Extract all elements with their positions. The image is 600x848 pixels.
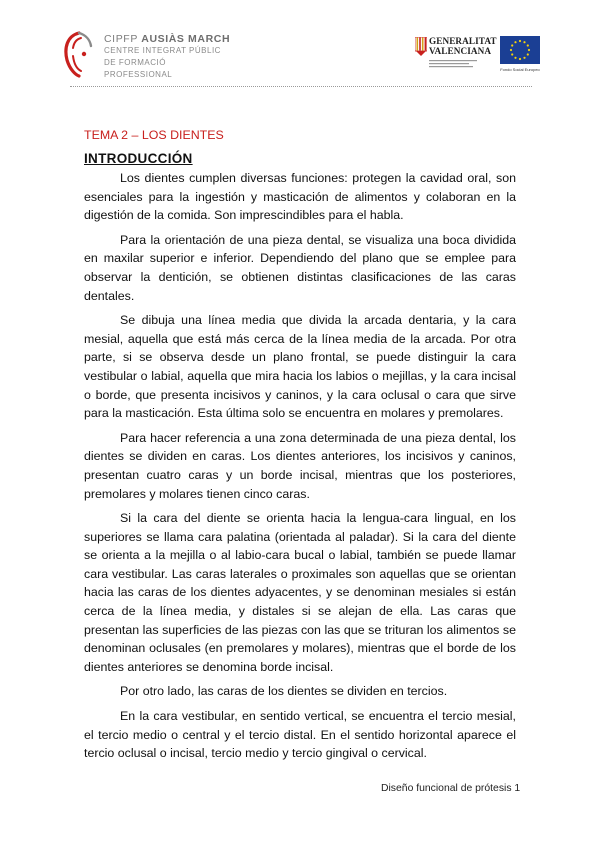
eu-flag-icon [500, 36, 540, 64]
institution-logo [62, 30, 232, 80]
page-header [0, 0, 600, 90]
institution-name: CIPFP AUSIÀS MARCH CENTRE INTEGRAT PÚBLIC DE FORMACIÓ PROFESSIONAL [104, 33, 231, 79]
paragraph: Por otro lado, las caras de los dientes se dividen en tercios. [120, 684, 448, 699]
paragraph: Para hacer referencia a una zona determinada de una pieza dental, los dientes se dividen en caras. Los dientes anteriores, los incisivos y caninos, presentan cuatro caras y un borde incisal, mientras que los posteriores, premolares y molares tienen cinco caras. [84, 430, 516, 501]
topic-title: TEMA 2 – LOS DIENTES [84, 128, 224, 142]
eu-logo [500, 36, 540, 80]
paragraph: En la cara vestibular, en sentido vertical, se encuentra el tercio mesial, el tercio medio o central y el tercio distal. En el sentido horizontal aparece el tercio oclusal o incisal, tercio medio y tercio gingival o cervical. [84, 709, 516, 761]
eu-caption: Fondo Social Europeo [500, 67, 540, 72]
cipfp-logo-mark-icon [62, 30, 96, 78]
generalitat-name: GENERALITAT VALENCIANA [429, 36, 497, 56]
header-divider [70, 86, 532, 87]
page-footer: Diseño funcional de prótesis 1 [381, 783, 521, 794]
generalitat-subtext-lines [429, 59, 491, 69]
document-body [84, 126, 516, 763]
generalitat-shield-icon [415, 37, 427, 57]
paragraph: Se dibuja una línea media que divida la arcada dentaria, y la cara mesial, aquella que está más cerca de la línea media de la arcada. Por otra parte, si se observa desde un plano frontal, se puede distinguir la cara vestibular o labial, aquella que mira hacia los labios o mejillas, y la cara incisal o borde, que presenta incisivos y caninos, y la cara oclusal o cara que sirve para la masticación. Esta última solo se encuentra en molares y premolares. [84, 313, 516, 421]
paragraph: Si la cara del diente se orienta hacia la lengua-cara lingual, en los superiores se llama cara palatina (orientada al paladar). Si la cara del diente se orienta a la mejilla o al labio-cara bucal o labial, también se puede llamar cara vestibular. Las caras laterales o proximales son aquellas que se orientan hacia las caras de los dientes adyacentes, y se denominan mesiales si están cerca de la línea media, y distales si se alejan de ella. Las caras que presentan las superficies de las piezas con las que se trituran los alimentos se denominan oclusales (en premolares y molares), mientras que el borde de los dientes anteriores se denomina borde incisal. [84, 511, 516, 674]
section-heading: INTRODUCCIÓN [84, 151, 193, 166]
paragraph: Para la orientación de una pieza dental, se visualiza una boca dividida en maxilar superior e inferior. Dependiendo del plano que se emplee para observar la dentición, se obtienen distintas clasificaciones de las caras dentales. [84, 232, 516, 303]
generalitat-logo [413, 34, 497, 76]
paragraph: Los dientes cumplen diversas funciones: protegen la cavidad oral, son esenciales para la ingestión y masticación de alimentos y colaboran en la digestión de la comida. Son imprescindibles para el habla. [84, 171, 516, 223]
